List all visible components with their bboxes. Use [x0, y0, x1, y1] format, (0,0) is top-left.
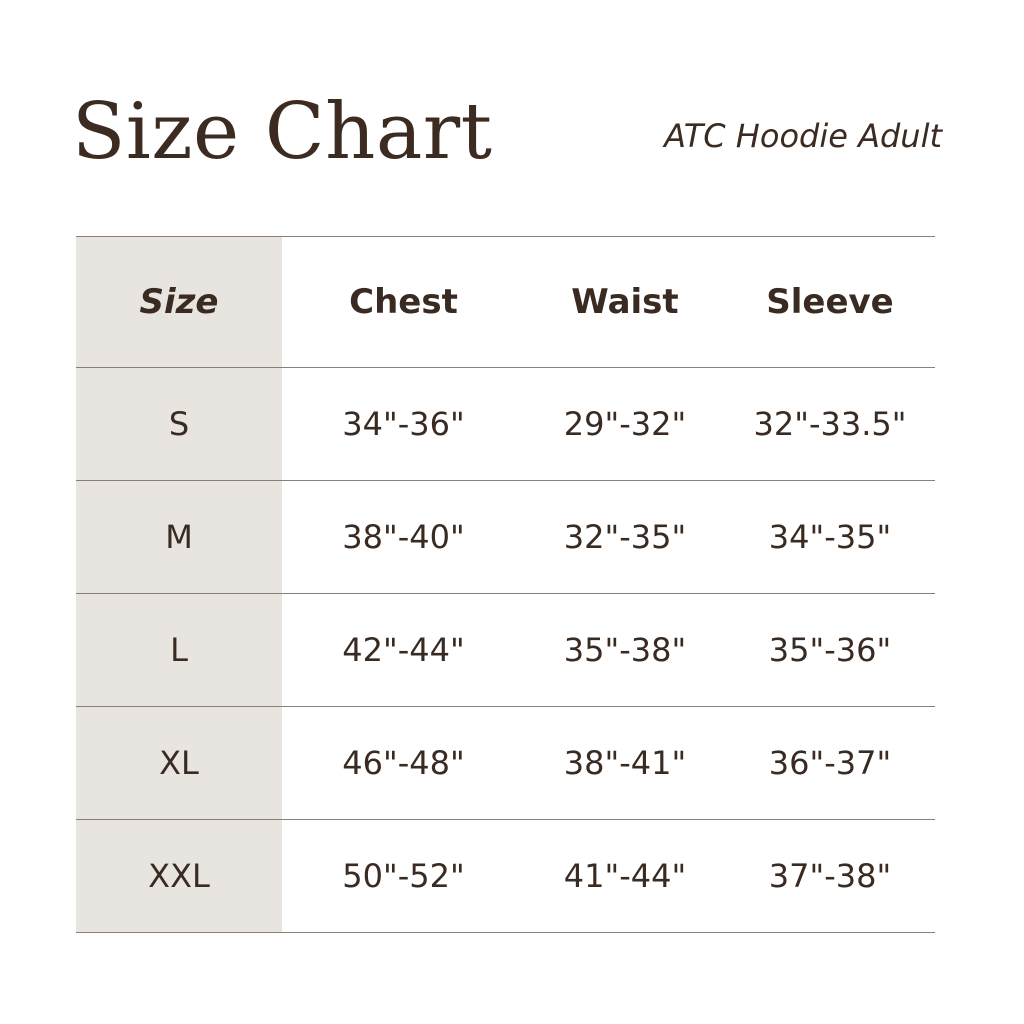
header-size: Size	[76, 237, 282, 367]
product-subtitle: ATC Hoodie Adult	[664, 117, 942, 155]
waist-cell: 38"-41"	[563, 744, 687, 782]
chest-cell: 50"-52"	[342, 857, 465, 895]
header-chest: Chest	[349, 282, 458, 322]
sleeve-cell: 34"-35"	[768, 518, 892, 556]
chest-cell: 46"-48"	[342, 744, 465, 782]
table-row	[76, 367, 935, 480]
table-row	[76, 480, 935, 593]
size-table	[76, 236, 935, 933]
waist-cell: 32"-35"	[563, 518, 687, 556]
table-row	[76, 593, 935, 706]
waist-cell: 41"-44"	[563, 857, 687, 895]
size-cell: S	[76, 368, 282, 480]
chest-cell: 38"-40"	[342, 518, 465, 556]
table-row	[76, 706, 935, 819]
waist-cell: 35"-38"	[563, 631, 687, 669]
chest-cell: 42"-44"	[342, 631, 465, 669]
header-waist: Waist	[571, 282, 679, 322]
waist-cell: 29"-32"	[563, 405, 687, 443]
header-sleeve: Sleeve	[766, 282, 894, 322]
size-cell: XL	[76, 707, 282, 819]
chest-cell: 34"-36"	[342, 405, 465, 443]
table-row	[76, 819, 935, 933]
sleeve-cell: 35"-36"	[768, 631, 892, 669]
size-cell: M	[76, 481, 282, 593]
sleeve-cell: 37"-38"	[768, 857, 892, 895]
sleeve-cell: 32"-33.5"	[753, 405, 907, 443]
size-cell: L	[76, 594, 282, 706]
sleeve-cell: 36"-37"	[768, 744, 892, 782]
page-title: Size Chart	[72, 87, 493, 177]
table-header-row	[76, 236, 935, 367]
size-cell: XXL	[76, 820, 282, 932]
